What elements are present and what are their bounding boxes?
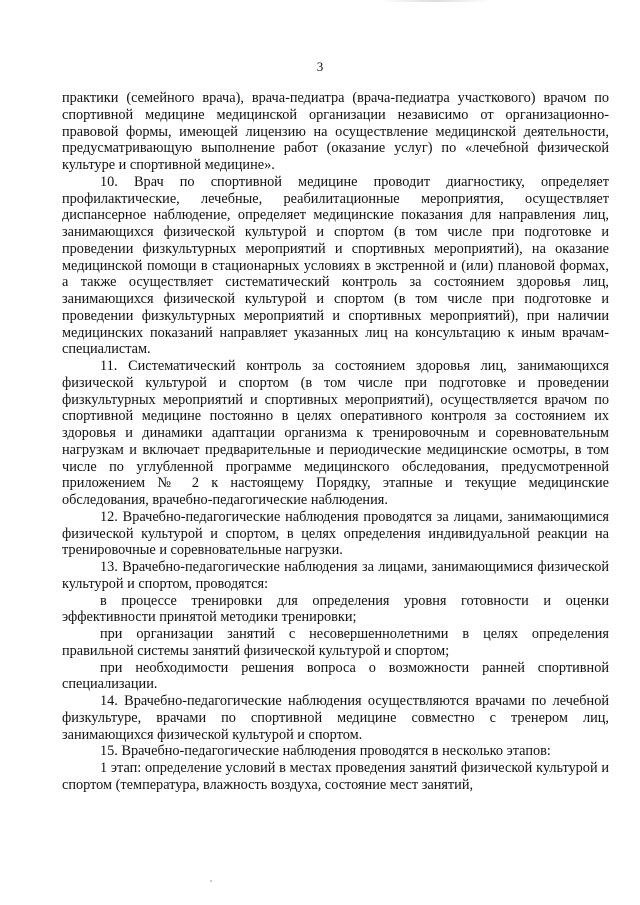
paragraph-13: 13. Врачебно-педагогические наблюдения за лицами, занимающимися физической культурой и спортом, проводятся:: [62, 559, 609, 592]
paragraph-continuation: практики (семейного врача), врача-педиатра (врача-педиатра участкового) врачом по спортивной медицине медицинской организации независимо от организационно-правовой формы, имеющей лицензию на осуществление медицинской деятельности, предусматривающую выполнение работ (оказание услуг) по «лечебной физической культуре и спортивной медицине».: [62, 90, 609, 173]
paragraph-15-stage-1: 1 этап: определение условий в местах проведения занятий физической культурой и спортом (температура, влажность воздуха, состояние мест занятий,: [62, 760, 609, 793]
paragraph-10: 10. Врач по спортивной медицине проводит диагностику, определяет профилактические, лечебные, реабилитационные мероприятия, осуществляет диспансерное наблюдение, определяет медицинские показания для направления лиц, занимающихся физической культурой и спортом (в том числе при подготовке и проведении физкультурных мероприятий и спортивных мероприятий), на оказание медицинской помощи в стационарных условиях в экстренной и (или) плановой формах, а также осуществляет систематический контроль за состоянием здоровья лиц, занимающихся физической культурой и спортом (в том числе при подготовке и проведении физкультурных мероприятий и спортивных мероприятий), при наличии медицинских показаний направляет указанных лиц на консультацию к иным врачам-специалистам.: [62, 173, 609, 358]
scan-artifact: [380, 0, 490, 2]
paragraph-11: 11. Систематический контроль за состоянием здоровья лиц, занимающихся физической культурой и спортом (в том числе при подготовке и проведении физкультурных мероприятий и спортивных мероприятий), осуществляется врачом по спортивной медицине постоянно в целях оперативного контроля за состоянием их здоровья и динамики адаптации организма к тренировочным и соревновательным нагрузкам и включает предварительные и периодические медицинские осмотры, в том числе по углубленной программе медицинского обследования, предусмотренной приложением № 2 к настоящему Порядку, этапные и текущие медицинские обследования, врачебно-педагогические наблюдения.: [62, 358, 609, 508]
paragraph-13-item-1: в процессе тренировки для определения уровня готовности и оценки эффективности принятой методики тренировки;: [62, 592, 609, 626]
paragraph-14: 14. Врачебно-педагогические наблюдения осуществляются врачами по лечебной физкультуре, врачами по спортивной медицине совместно с тренером лиц, занимающихся физической культурой и спортом.: [62, 693, 609, 743]
paragraph-12: 12. Врачебно-педагогические наблюдения проводятся за лицами, занимающимися физической культурой и спортом, в целях определения индивидуальной реакции на тренировочные и соревновательные нагрузки.: [62, 508, 609, 559]
paragraph-13-item-2: при организации занятий с несовершеннолетними в целях определения правильной системы занятий физической культурой и спортом;: [62, 626, 609, 659]
scan-dot: [210, 880, 212, 882]
paragraph-13-item-3: при необходимости решения вопроса о возможности ранней спортивной специализации.: [62, 659, 609, 693]
paragraph-15: 15. Врачебно-педагогические наблюдения проводятся в несколько этапов:: [100, 743, 551, 760]
page-number: 3: [316, 59, 324, 74]
